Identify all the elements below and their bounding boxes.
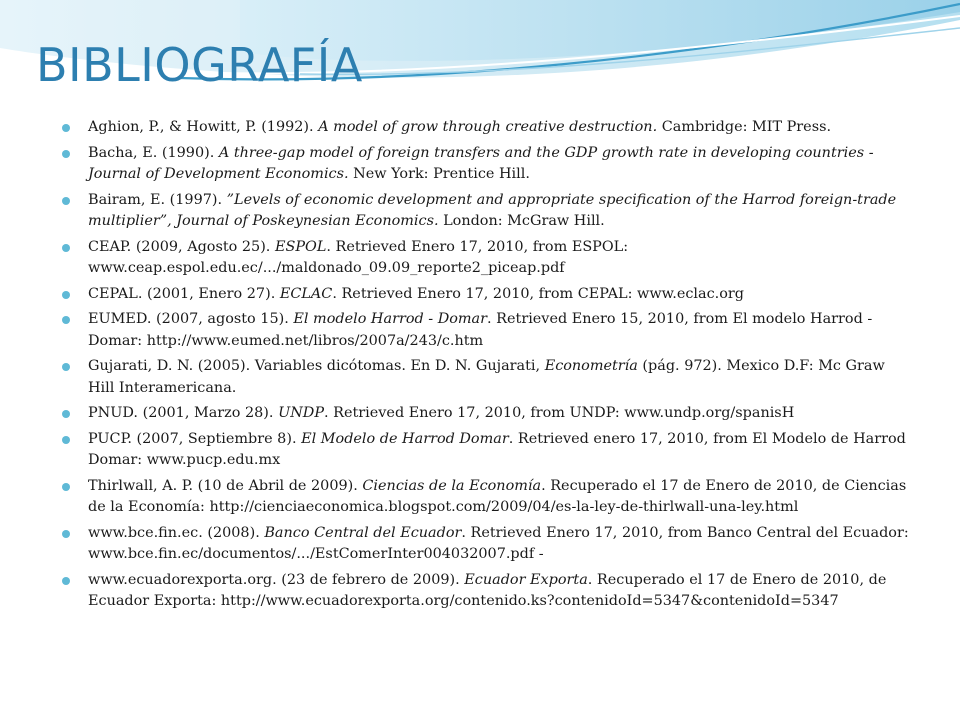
reference-text: London: McGraw Hill. [438, 213, 605, 229]
reference-item [62, 190, 912, 233]
reference-title: ”Levels of economic development and appropriate specification of the Harrod foreign-trade multiplier”, Journal of Poskeynesian Economics. [88, 191, 897, 229]
bullet-icon [62, 150, 70, 158]
bullet-icon [62, 410, 70, 418]
reference-item [62, 429, 912, 472]
reference-item [62, 356, 912, 399]
bullet-icon [62, 197, 70, 205]
reference-text: New York: Prentice Hill. [348, 166, 530, 182]
reference-text: Bairam, E. (1997). [88, 191, 227, 208]
reference-text: www.ecuadorexporta.org. (23 de febrero de 2009). [88, 571, 465, 588]
reference-item [62, 117, 912, 139]
reference-title: ECLAC [279, 285, 333, 302]
reference-text: . Retrieved Enero 17, 2010, from ESPOL: www.ceap.espol.edu.ec/.../maldonado_09.09_reporte2_piceap.pdf [88, 238, 629, 276]
reference-title: Banco Central del Ecuador [264, 524, 462, 541]
bullet-icon [62, 316, 70, 324]
reference-item [62, 237, 912, 280]
bullet-icon [62, 124, 70, 132]
reference-text: CEPAL. (2001, Enero 27). [88, 285, 280, 302]
bullet-icon [62, 363, 70, 371]
reference-title: Econometría [544, 358, 638, 374]
reference-title: UNDP [278, 405, 325, 421]
reference-item [62, 309, 912, 352]
reference-item [62, 284, 912, 306]
reference-text: . Retrieved Enero 17, 2010, from UNDP: www.undp.org/spanisH [324, 405, 795, 421]
reference-text: . Recuperado el 17 de Enero de 2010, de Ciencias de la Economía: http://cienciaeconomica.blogspot.com/2009/04/es-la-ley-de-thirlwall-una-ley.html [88, 477, 907, 515]
reference-title: A model of grow through creative destruction. [318, 119, 658, 135]
bibliography-list [62, 117, 912, 617]
bullet-icon [62, 577, 70, 585]
bullet-icon [62, 483, 70, 491]
reference-text: . Retrieved Enero 15, 2010, from El modelo Harrod - Domar: http://www.eumed.net/libros/2007a/243/c.htm [88, 311, 873, 349]
bullet-icon [62, 436, 70, 444]
slide-title: BIBLIOGRAFÍA [36, 38, 363, 92]
reference-text: . Retrieved Enero 17, 2010, from CEPAL: www.eclac.org [332, 285, 744, 302]
reference-item [62, 570, 912, 613]
bullet-icon [62, 244, 70, 252]
reference-text: PUCP. (2007, Septiembre 8). [88, 430, 302, 447]
reference-text: . Retrieved enero 17, 2010, from El Modelo de Harrod Domar: www.pucp.edu.mx [88, 430, 906, 468]
reference-text: . Recuperado el 17 de Enero de 2010, de Ecuador Exporta: http://www.ecuadorexporta.org/contenido.ks?contenidoId=5347&contenidoId=5347 [88, 571, 887, 609]
reference-text: (pág. 972). Mexico D.F: Mc Graw Hill Interamericana. [88, 358, 885, 396]
reference-text: . Retrieved Enero 17, 2010, from Banco Central del Ecuador: www.bce.fin.ec/documentos/.../EstComerInter004032007.pdf - [88, 524, 909, 562]
reference-text: EUMED. (2007, agosto 15). [88, 311, 294, 327]
reference-item [62, 476, 912, 519]
reference-text: www.bce.fin.ec. (2008). [88, 524, 265, 541]
reference-title: El Modelo de Harrod Domar [301, 430, 509, 447]
reference-title: A three-gap model of foreign transfers and the GDP growth rate in developing countries - Journal of Development Economics. [88, 144, 874, 182]
reference-title: ESPOL [274, 238, 327, 255]
reference-text: Aghion, P., & Howitt, P. (1992). [88, 119, 319, 135]
reference-title: Ciencias de la Economía [362, 477, 542, 494]
bullet-icon [62, 291, 70, 299]
reference-text: Bacha, E. (1990). [88, 144, 219, 161]
reference-item [62, 523, 912, 566]
reference-text: Thirlwall, A. P. (10 de Abril de 2009). [88, 477, 363, 494]
reference-item [62, 403, 912, 425]
reference-title: Ecuador Exporta [464, 571, 588, 588]
reference-item [62, 143, 912, 186]
reference-text: Cambridge: MIT Press. [657, 119, 832, 135]
reference-text: PNUD. (2001, Marzo 28). [88, 405, 279, 421]
reference-text: CEAP. (2009, Agosto 25). [88, 238, 275, 255]
bullet-icon [62, 530, 70, 538]
reference-title: El modelo Harrod - Domar [293, 311, 488, 327]
reference-text: Gujarati, D. N. (2005). Variables dicótomas. En D. N. Gujarati, [88, 358, 545, 374]
